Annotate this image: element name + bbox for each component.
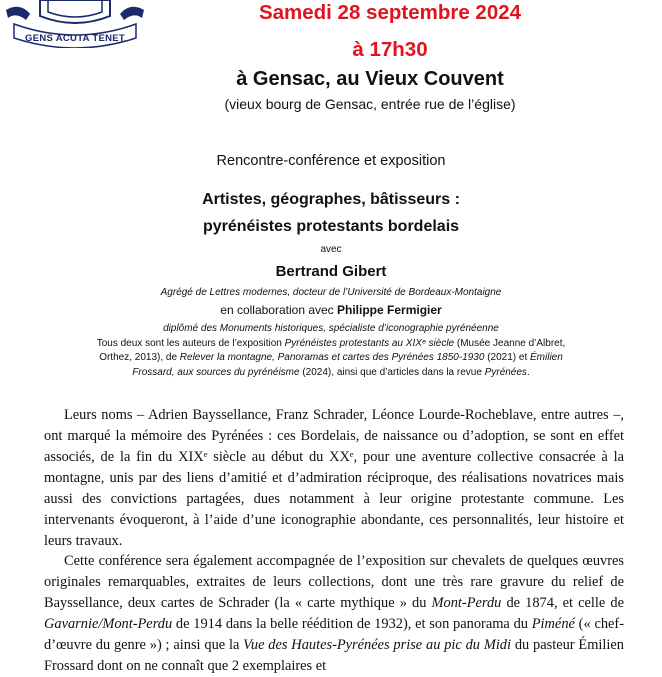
- work-title: Mont-Perdu: [431, 595, 502, 611]
- event-place-note: (vieux bourg de Gensac, entrée rue de l’église): [224, 96, 516, 112]
- with-label: avec: [320, 244, 342, 255]
- authors-text: .: [526, 366, 530, 378]
- event-date: Samedi 28 septembre 2024: [258, 1, 522, 24]
- event-type: Rencontre-conférence et exposition: [216, 153, 446, 169]
- paragraph-text: Leurs noms – Adrien Bayssellance, Franz Schrader, Léonce Lourde-Rocheblave, entre autres –, ont marqué la mémoire des Pyrénées : ces Bordelais, de naissance ou d’adoption, se sont en effet associés, de la fin du XIXᵉ siècle au début du XXᵉ, pour une aventure collective consacrée à la montagne, unis par des liens d’amitié et d’admiration réciproque, des réalisations novatrices mais aussi des convictions partagées, dues notamment à leur origine protestante commune. Les intervenants évoqueront, à l’aide d’une iconographie abondante, ces personnalités, leur histoire et leurs travaux.: [44, 407, 624, 549]
- paragraph-span: (« chef-d’œuvre du genre ») ; ainsi que la: [44, 616, 624, 653]
- paragraph-text: [44, 551, 624, 677]
- body-paragraph-2: [44, 551, 624, 677]
- event-title-line1: Artistes, géographes, bâtisseurs :: [202, 191, 460, 208]
- paragraph-span: de 1914 dans la belle réédition de 1932), et son panorama du: [172, 616, 532, 632]
- paragraph-span: Cette conférence sera également accompagnée de l’exposition sur chevalets de quelques œuvres originales remarquables, extraites de leurs collections, dont une très rare gravure du relief de Bayssellance, deux cartes de Schrader (la « carte mythique » du: [44, 553, 624, 611]
- authors-work: Pyrénées: [484, 366, 527, 378]
- logo-motto: GENS ACUTA TENET: [25, 33, 125, 44]
- collab-prefix: en collaboration avec: [220, 303, 338, 317]
- collaboration-line: [0, 303, 662, 317]
- work-title: Piméné: [531, 616, 575, 632]
- authors-text: (2021) et: [484, 352, 531, 364]
- speaker-title: Agrégé de Lettres modernes, docteur de l’Université de Bordeaux-Montaigne: [160, 287, 502, 298]
- authors-note: [90, 337, 572, 380]
- speaker-name: Bertrand Gibert: [275, 263, 387, 280]
- authors-work: Relever la montagne, Panoramas et cartes des Pyrénées 1850-1930: [179, 352, 485, 364]
- authors-text: (Musée Jeanne d’Albret, Orthez, 2013), de: [99, 338, 566, 364]
- work-title: Gavarnie/Mont-Perdu: [44, 616, 173, 632]
- authors-work: Émilien Frossard, aux sources du pyrénéisme: [132, 352, 563, 378]
- authors-work: Pyrénéistes protestants au XIXᵉ siècle: [284, 338, 455, 349]
- work-title: Vue des Hautes-Pyrénées prise au pic du Midi: [243, 637, 512, 653]
- paragraph-span: du pasteur Émilien Frossard dont on ne connaît que 2 exemplaires et: [44, 637, 624, 674]
- paragraph-span: de 1874, et celle de: [501, 595, 625, 611]
- authors-text: (2024), ainsi que d’articles dans la revue: [299, 366, 485, 378]
- event-title-line2: pyrénéistes protestants bordelais: [202, 218, 460, 235]
- body-paragraph-1: [44, 405, 624, 552]
- collab-name: Philippe Fermigier: [337, 303, 442, 317]
- event-time: à 17h30: [352, 38, 428, 61]
- authors-text: Tous deux sont les auteurs de l’exposition: [96, 338, 285, 349]
- event-place: à Gensac, au Vieux Couvent: [236, 68, 504, 90]
- collab-title: diplômé des Monuments historiques, spécialiste d’iconographie pyrénéenne: [163, 323, 499, 334]
